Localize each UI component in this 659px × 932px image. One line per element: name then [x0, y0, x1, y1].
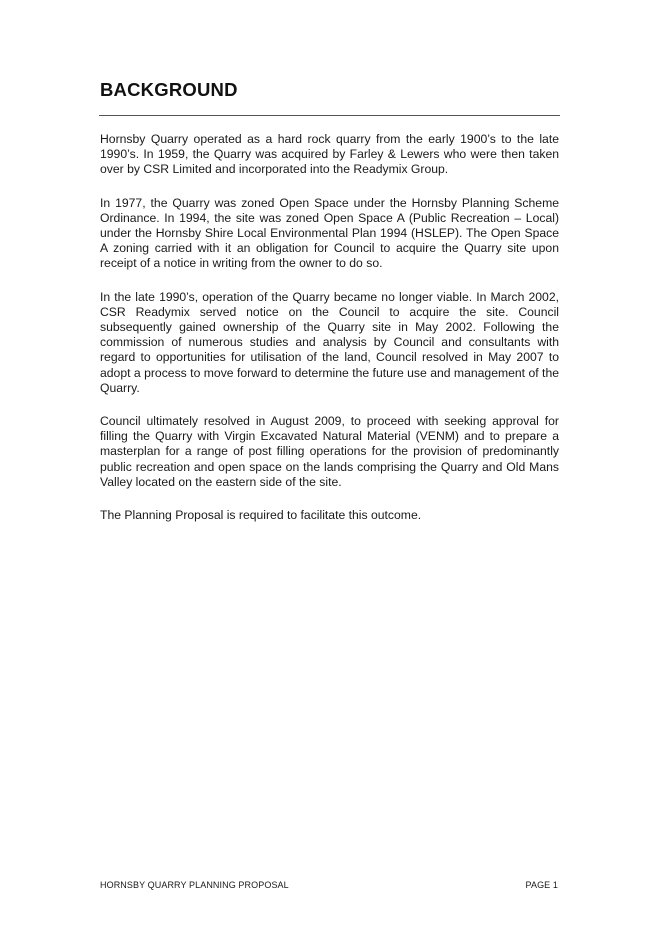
heading-divider [99, 115, 560, 116]
footer-document-title: HORNSBY QUARRY PLANNING PROPOSAL [100, 880, 289, 890]
paragraph-history: Hornsby Quarry operated as a hard rock quarry from the early 1900’s to the late 1990’s. In 1959, the Quarry was acquired by Farley & Lewers who were then taken over by CSR Limited and incorporated into the Readymix Group. [100, 132, 559, 177]
footer-page-number: PAGE 1 [525, 880, 558, 890]
paragraph-zoning: In 1977, the Quarry was zoned Open Space under the Hornsby Planning Scheme Ordinance. In 1994, the site was zoned Open Space A (Public Recreation – Local) under the Hornsby Shire Local Environmental Plan 1994 (HSLEP). The Open Space A zoning carried with it an obligation for Council to acquire the Quarry site upon receipt of a notice in writing from the owner to do so. [100, 195, 559, 271]
section-heading: BACKGROUND [100, 79, 238, 100]
paragraph-ownership: In the late 1990’s, operation of the Quarry became no longer viable. In March 2002, CSR Readymix served notice on the Council to acquire the site. Council subsequently gained ownership of the Quarry site in May 2002. Following the commission of numerous studies and analysis by Council and consultants with regard to opportunities for utilisation of the land, Council resolved in May 2007 to adopt a process to move forward to determine the future use and management of the Quarry. [100, 289, 559, 395]
body-text [100, 132, 559, 541]
paragraph-purpose: The Planning Proposal is required to facilitate this outcome. [100, 508, 422, 523]
paragraph-resolution: Council ultimately resolved in August 2009, to proceed with seeking approval for filling the Quarry with Virgin Excavated Natural Material (VENM) and to prepare a masterplan for a range of post filling operations for the provision of predominantly public recreation and open space on the lands comprising the Quarry and Old Mans Valley located on the eastern side of the site. [100, 414, 559, 489]
